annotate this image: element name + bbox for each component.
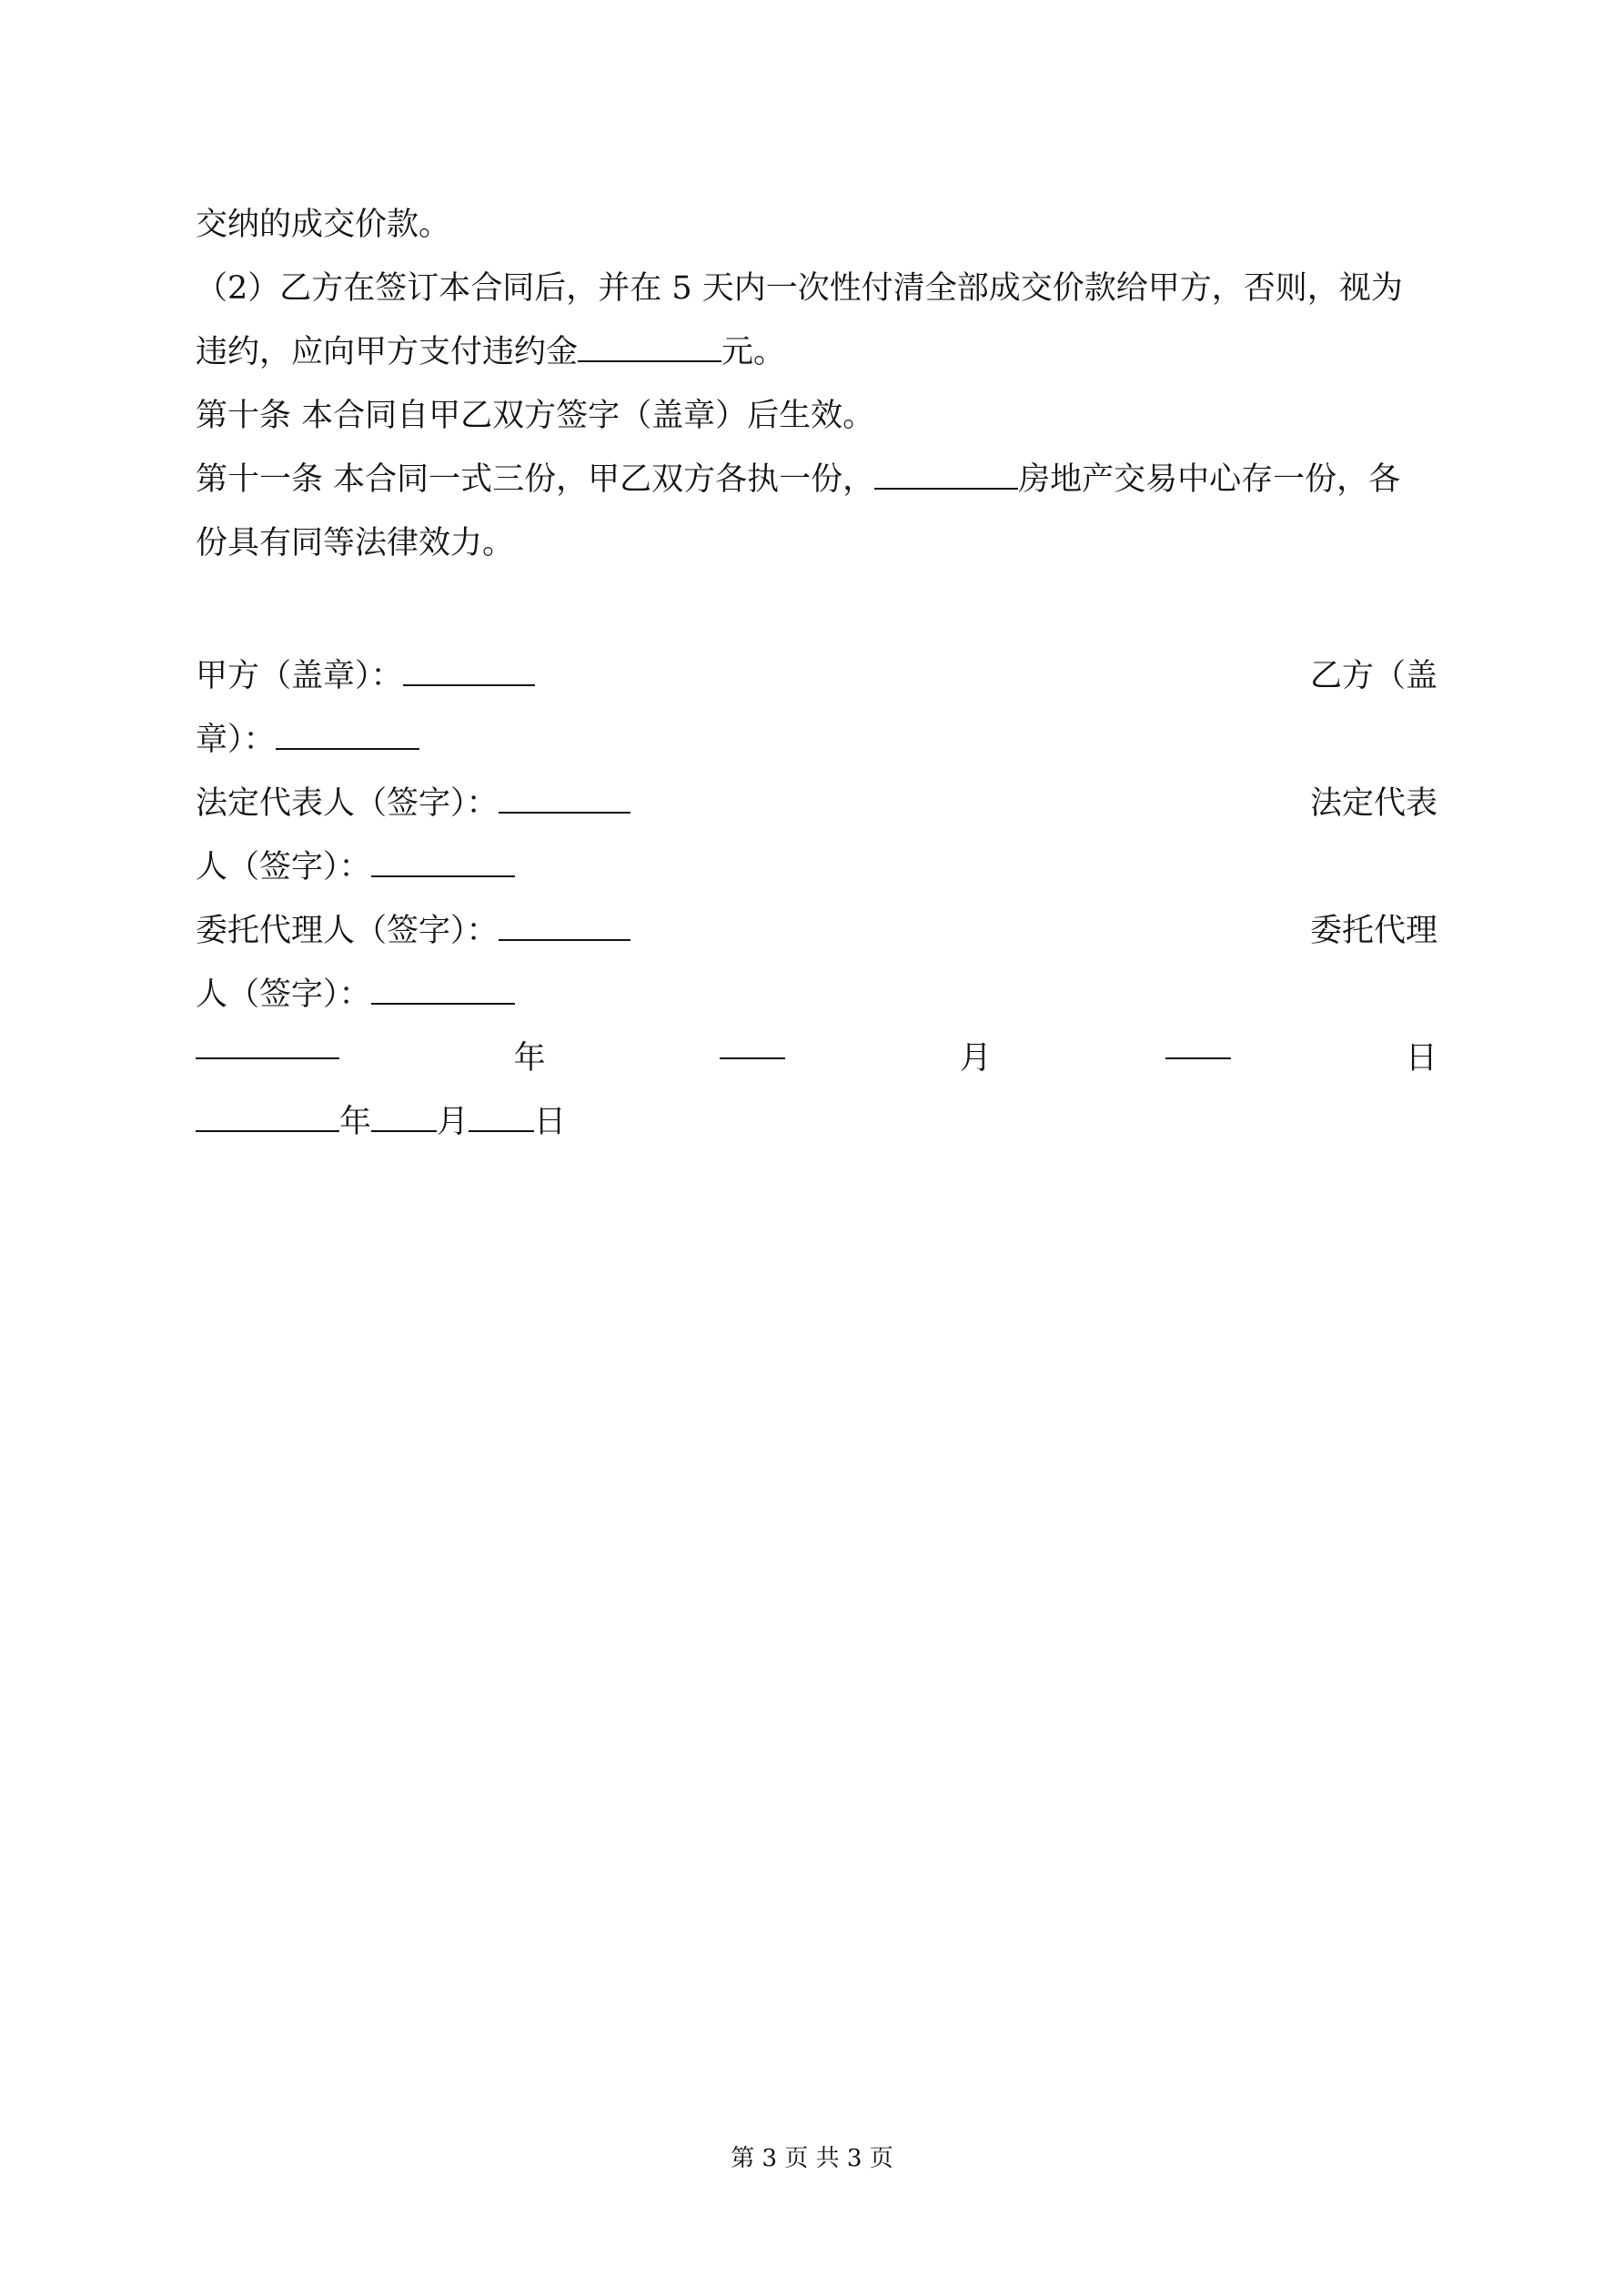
clause-line-1: 交纳的成交价款。 <box>196 207 451 243</box>
trading-center-blank <box>874 457 1018 490</box>
agent-a <box>196 899 630 963</box>
penalty-text: 违约，应向甲方支付违约金 <box>196 334 579 370</box>
year-b-blank <box>196 1099 339 1132</box>
party-row <box>196 644 1437 708</box>
legal-rep-a-blank <box>499 781 630 814</box>
date-row-a <box>196 1027 1437 1090</box>
clause-11-line-2: 份具有同等法律效力。 <box>196 525 515 561</box>
party-b-label-cont: 章）： <box>196 722 276 758</box>
year-a-label: 年 <box>513 1040 546 1077</box>
clause-11-line-1 <box>196 448 1437 511</box>
party-b-label: 乙方（盖 <box>1309 658 1437 694</box>
party-a-seal <box>196 644 535 708</box>
party-b-seal-cont <box>196 708 1437 772</box>
penalty-amount-blank <box>578 329 721 362</box>
page-number: 第 3 页 共 3 页 <box>731 2145 893 2172</box>
month-b-blank <box>371 1099 437 1132</box>
party-a-label: 甲方（盖章）： <box>196 658 403 694</box>
contract-body <box>196 193 1437 575</box>
agent-b-label-cont: 人（签字）： <box>196 976 371 1013</box>
month-a-label: 月 <box>959 1040 992 1077</box>
clause-line-3 <box>196 320 1437 384</box>
day-a-label: 日 <box>1405 1040 1437 1077</box>
clause-line-2: （2）乙方在签订本合同后，并在 5 天内一次性付清全部成交价款给甲方，否则，视为 <box>196 270 1403 307</box>
agent-b-label: 委托代理 <box>1309 913 1437 949</box>
party-b-blank <box>276 717 419 750</box>
year-a-blank <box>196 1027 339 1059</box>
signature-block <box>196 644 1437 1154</box>
year-b-label: 年 <box>339 1104 372 1140</box>
clause-11-text: 第十一条 本合同一式三份，甲乙双方各执一份， <box>196 461 875 498</box>
day-b-label: 日 <box>534 1104 567 1140</box>
agent-b-blank <box>371 972 515 1005</box>
agent-a-label: 委托代理人（签字）： <box>196 913 499 949</box>
legal-rep-b-label-cont: 人（签字）： <box>196 849 371 885</box>
legal-rep-b-blank <box>371 845 515 877</box>
date-row-b <box>196 1090 1437 1154</box>
legal-rep-row <box>196 772 1437 835</box>
party-a-blank <box>403 653 535 686</box>
clause-10: 第十条 本合同自甲乙双方签字（盖章）后生效。 <box>196 398 875 434</box>
day-b-blank <box>469 1099 534 1132</box>
agent-b-cont <box>196 963 1437 1027</box>
agent-a-blank <box>499 908 630 941</box>
legal-rep-a <box>196 772 630 835</box>
agent-row <box>196 899 1437 963</box>
clause-11-text-cont: 房地产交易中心存一份，各 <box>1018 461 1401 498</box>
month-b-label: 月 <box>437 1104 469 1140</box>
legal-rep-b-cont <box>196 835 1437 899</box>
legal-rep-b-label: 法定代表 <box>1309 785 1437 822</box>
currency-unit: 元。 <box>721 334 786 370</box>
month-a-blank <box>720 1027 785 1059</box>
day-a-blank <box>1165 1027 1231 1059</box>
legal-rep-a-label: 法定代表人（签字）： <box>196 785 499 822</box>
